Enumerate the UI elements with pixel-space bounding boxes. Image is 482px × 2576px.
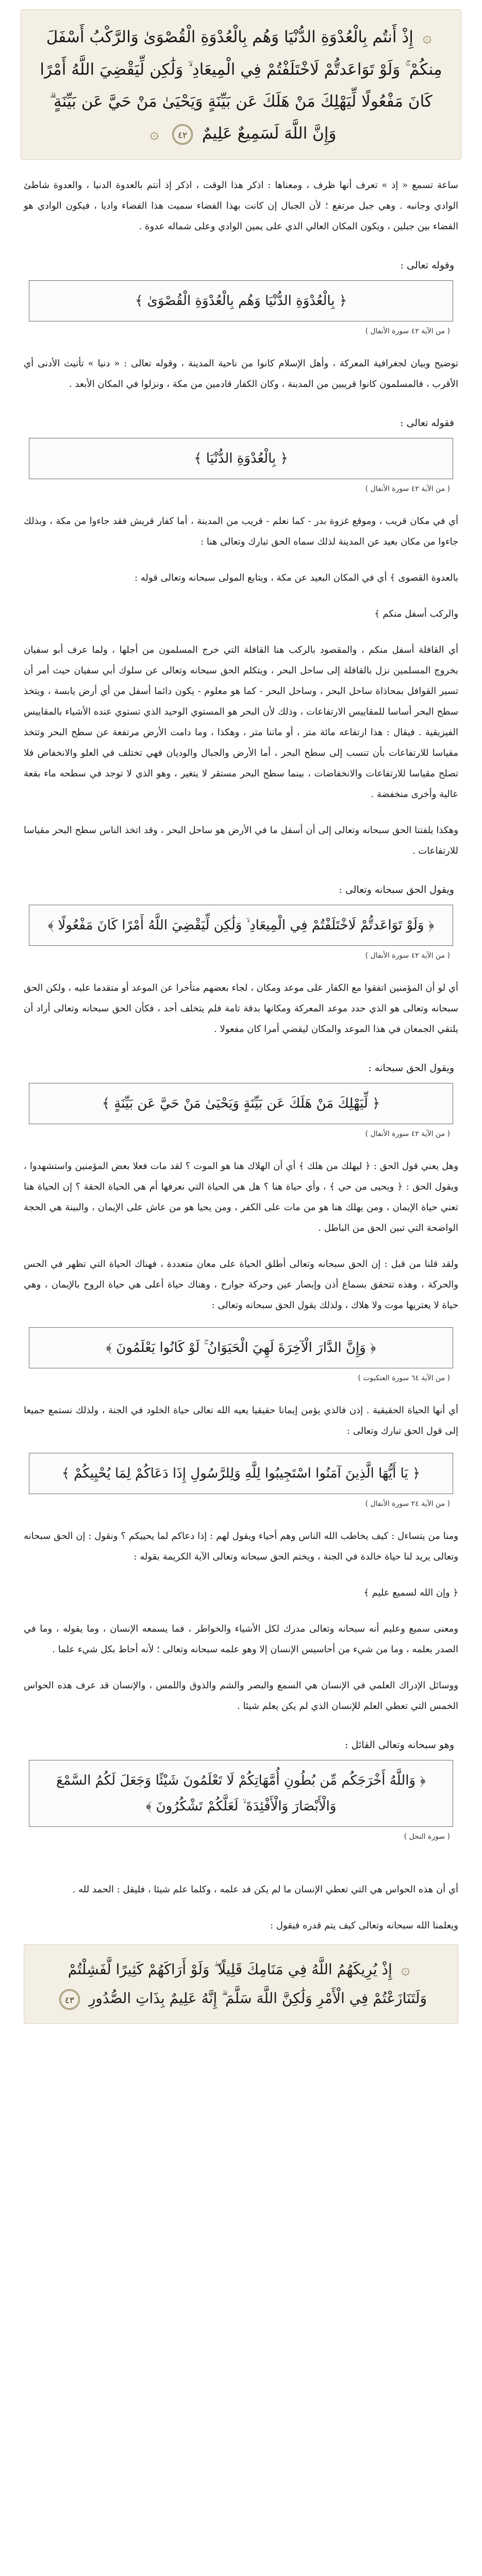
paragraph: أي لو أن المؤمنين اتفقوا مع الكفار على موعد ومكان ، لجاء بعضهم متأخرا عن الموعد أو متقدما عليه ، ولكن الحق سبحانه وتعالى هو الذي حدد موعد المعركة ومكانها بدقة تامة فلم يتخلف أحد ، فكأن الحق سبحانه وتعالى أراد أن يلتقي الجمعان في هذا الموعد والمكان ليقضي أمرا كان مفعولا . — [24, 982, 458, 1035]
quote-text: ﴿ يَا أَيُّهَا الَّذِينَ آمَنُوا اسْتَجِيبُوا لِلَّهِ وَلِلرَّسُولِ إِذَا دَعَاكُمْ لِمَا يُحْيِيكُمْ ﴾ — [61, 1466, 421, 1481]
quote-text: ﴿ وَاللَّهُ أَخْرَجَكُم مِّن بُطُونِ أُمَّهَاتِكُمْ لَا تَعْلَمُونَ شَيْئًا وَجَعَلَ لَكُمُ السَّمْعَ وَالْأَبْصَارَ وَالْأَفْئِدَةَ ۙ لَعَلَّكُمْ تَشْكُرُونَ ﴾ — [56, 1773, 426, 1814]
opening-verse-text: إِذْ أَنتُم بِالْعُدْوَةِ الدُّنْيَا وَهُم بِالْعُدْوَةِ الْقُصْوَىٰ وَالرَّكْبُ أَسْفَلَ مِنكُمْ ۚ وَلَوْ تَوَاعَدتُّمْ لَاخْتَلَفْتُمْ فِي الْمِيعَادِ ۙ وَلَٰكِن لِّيَقْضِيَ اللَّهُ أَمْرًا كَانَ مَفْعُولًا لِّيَهْلِكَ مَنْ هَلَكَ عَن بَيِّنَةٍ وَيَحْيَىٰ مَنْ حَيَّ عَن بَيِّنَةٍ ۗ وَإِنَّ اللَّهَ لَسَمِيعٌ عَلِيمٌ — [40, 28, 442, 143]
quote-text: ﴿ بِالْعُدْوَةِ الدُّنْيَا وَهُم بِالْعُدْوَةِ الْقُصْوَىٰ ﴾ — [135, 293, 347, 309]
quote-box — [29, 1327, 453, 1368]
paragraph: أي القافلة أسفل منكم ، والمقصود بالركب هنا القافلة التي خرج المسلمون من أجلها ، ولما عرف أبو سفيان بخروج المسلمين نزل بالقافلة إلى ساحل البحر ، ويتكلم الحق سبحانه وتعالى عن سلوك أبي سفيان حيث أمر أن تسير القوافل بمحاذاة ساحل البحر ، وساحل البحر - كما هو معلوم - يكون دائما أسفل من أي أرض يابسة ، ويتخذ سطح البحر أساسا للمقاييس الارتفاعات ، وذلك لأن البحر هو المستوي الوحيد الذي تستوي عنده الأشياء بالمقاييس الفيزيقية . فيقال : هذا ارتفاعه مائة متر ، أو ماتنا متر ، وهكذا ، وما دامت الأرض مرتفعة عن سطح البحر وتتخذ مقياسا للارتفاعات بأن تنسب إلى سطح البحر ، أما الأرض والجبال والوديان فهي تختلف في العلو والانخفاض فلا تصلح مقياسا للارتفاعات والانخفاضات ، بينما سطح البحر مستقر لا يتغير ، وهو الذي لا توجد في سطحه ماء بقعة عالية وأخرى منخفضة . — [24, 645, 458, 800]
quote-reference: ( من الآية ٤٢ سورة الأنفال ) — [365, 485, 450, 493]
quote-intro-label: ويقول الحق سبحانه وتعالى : — [339, 884, 454, 895]
paragraph: ساعة تسمع « إذ » تعرف أنها ظرف ، ومعناها : اذكر هذا الوقت ، اذكر إذ أنتم بالعدوة الدنيا ، والعدوة شاطئ الوادي وجانبه . وهي جبل مرتفع ؛ لأن الجبال إن كانت بهذا الفضاء سميت هذا الفضاء واديا ، فيكون الوادي هو الفضاء بين جبلين ، ويكون المكان العالي الذي على يمين الوادي وعلى شماله عدوة . — [24, 180, 458, 232]
closing-verse-text: إِذْ يُرِيكَهُمُ اللَّهُ فِي مَنَامِكَ قَلِيلًا ۖ وَلَوْ أَرَاكَهُمْ كَثِيرًا لَّفَشِلْتُمْ وَلَتَنَازَعْتُمْ فِي الْأَمْرِ وَلَٰكِنَّ اللَّهَ سَلَّمَ ۗ إِنَّهُ عَلِيمٌ بِذَاتِ الصُّدُورِ — [68, 1961, 427, 2007]
quote-reference: ( من الآية ٤٢ سورة الأنفال ) — [365, 1130, 450, 1138]
paragraph: ووسائل الإدراك العلمي في الإنسان هي السمع والبصر والشم والذوق واللمس ، والإنسان قد عرف هذه الحواس الخمس التي تعطي العلم للإنسان الذي لم يكن يعلم شيئا . — [24, 1680, 458, 1711]
quote-reference: ( من الآية ٢٤ سورة الأنفال ) — [365, 1500, 450, 1508]
closing-verse-banner — [24, 1944, 458, 2024]
paragraph: ويعلمنا الله سبحانه وتعالى كيف يتم قدره فيقول : — [270, 1920, 458, 1931]
paragraph: ومعنى سميع وعليم أنه سبحانه وتعالى مدرك لكل الأشياء والخواطر ، فما يسمعه الإنسان ، وما يقوله ، وما في الصدر بعلمه ، وما من شيء من أحاسيس الإنسان إلا وهو علمه سبحانه وتعالى ؛ لأنه أحاط بكل شيء علما . — [24, 1623, 458, 1655]
section-spacer — [21, 1843, 461, 1864]
quote-reference: ( من الآية ٦٤ سورة العنكبوت ) — [358, 1374, 450, 1382]
paragraph: ولقد قلنا من قبل : إن الحق سبحانه وتعالى أطلق الحياة على معان متعددة ، فهناك الحياة التي تظهر في الحس والحركة ، وهذه تتحقق بسماع أذن وإبصار عين وحركة جوارح ، وهناك حياة أعلى هي حياة الروح بالإيمان ، وهي حياة لا يعتريها موت ولا هلاك ، ولذلك يقول الحق سبحانه وتعالى : — [24, 1259, 458, 1311]
quote-reference: ( سورة النحل ) — [404, 1833, 450, 1841]
quote-box — [29, 1453, 453, 1494]
ayah-number-badge: ٤٢ — [172, 124, 193, 145]
verse-end-ornament-icon: ۞ — [149, 125, 159, 143]
quote-reference: ( من الآية ٤٢ سورة الأنفال ) — [365, 952, 450, 960]
quote-box — [29, 1760, 453, 1827]
paragraph: ﴿ وإن الله لسميع عليم ﴾ — [363, 1587, 458, 1598]
paragraph: والركب أسفل منكم ﴾ — [374, 608, 458, 619]
paragraph: توضيح وبيان لجغرافية المعركة ، وأهل الإسلام كانوا من ناحية المدينة ، وقوله تعالى : « دنيا » تأنيث الأدنى أي الأقرب ، فالمسلمون كانوا قريبين من المدينة ، وكان الكفار قادمين من مكة ، ونزلوا في المكان الأبعد . — [24, 358, 458, 389]
quote-text: ﴿ بِالْعُدْوَةِ الدُّنْيَا ﴾ — [194, 451, 288, 466]
closing-verse — [40, 1955, 442, 2013]
quote-reference: ( من الآية ٤٢ سورة الأنفال ) — [365, 327, 450, 335]
quote-text: ﴿ لِّيَهْلِكَ مَنْ هَلَكَ عَن بَيِّنَةٍ وَيَحْيَىٰ مَنْ حَيَّ عَن بَيِّنَةٍ ﴾ — [102, 1096, 380, 1111]
quote-intro-label: ويقول الحق سبحانه : — [368, 1062, 454, 1074]
quote-intro-label: وهو سبحانه وتعالى القائل : — [345, 1739, 454, 1751]
paragraph: وهكذا يلفتنا الحق سبحانه وتعالى إلى أن أسفل ما في الأرض هو ساحل البحر ، وقد اتخذ الناس سطح البحر مقياسا للارتفاعات . — [24, 825, 458, 856]
opening-verse — [39, 21, 443, 150]
quote-intro-label: وقوله تعالى : — [400, 260, 454, 271]
verse-start-ornament-icon: ۞ — [401, 1960, 410, 1978]
quote-text: ﴿ وَلَوْ تَوَاعَدتُّمْ لَاخْتَلَفْتُمْ فِي الْمِيعَادِ ۙ وَلَٰكِن لِّيَقْضِيَ اللَّهُ أَمْرًا كَانَ مَفْعُولًا ﴾ — [47, 918, 435, 933]
paragraph: ومنا من يتساءل : كيف يخاطب الله الناس وهم أحياء ويقول لهم : إذا دعاكم لما يحييكم ؟ ونقول : إن الحق سبحانه وتعالى يريد لنا حياة خالدة في الجنة ، ويختم الحق سبحانه وتعالى الآية الكريمة بقوله : — [24, 1531, 458, 1562]
paragraph: وهل يعني قول الحق : ﴿ ليهلك من هلك ﴾ أي أن الهلاك هنا هو الموت ؟ لقد مات فعلا بعض المؤمنين واستشهدوا ، ويقول الحق : ﴿ ويحيى من حي ﴾ ، وأي حياة هنا ؟ هل هي الحياة التي نعرفها أم هي الحياة الحقة ؟ إن الحياة هنا تعني حياة الإيمان ، ومن يهلك هنا هو من مات على الكفر ، ومن يحيا هو من عاش على الإيمان ، والبينة هي الحجة الواضحة التي تبين الحق من الباطل . — [24, 1161, 458, 1233]
quote-text: ﴿ وَإِنَّ الدَّارَ الْآخِرَةَ لَهِيَ الْحَيَوَانُ ۚ لَوْ كَانُوا يَعْلَمُونَ ﴾ — [106, 1340, 376, 1355]
quote-box — [29, 905, 453, 946]
paragraph: أي في مكان قريب ، وموقع غزوة بدر - كما نعلم - قريب من المدينة ، أما كفار قريش فقد جاءوا من مكة ، وبذلك جاءوا من مكان بعيد عن المدينة لذلك سماه الحق تبارك وتعالى هنا : — [24, 516, 458, 547]
ayah-number-badge: ٤٣ — [59, 1989, 80, 2010]
quote-box — [29, 280, 453, 321]
quote-box — [29, 438, 453, 479]
quote-box — [29, 1083, 453, 1124]
paragraph: بالعدوة القصوى ﴾ أي في المكان البعيد عن مكة ، ويتابع المولى سبحانه وتعالى قوله : — [134, 572, 458, 583]
paragraph: أي أنها الحياة الحقيقية . إذن فالذي يؤمن إيمانا حقيقيا يعيه الله تعالى حياة الخلود في الجنة ، ولذلك نستمع جميعا إلى قول الحق تبارك وتعالى : — [24, 1405, 458, 1436]
opening-verse-banner — [21, 9, 461, 160]
quote-intro-label: فقوله تعالى : — [400, 417, 454, 429]
paragraph: أي أن هذه الحواس هي التي تعطي الإنسان ما لم يكن قد علمه ، وكلما علم شيئا ، فليقل : الحمد لله . — [72, 1884, 458, 1895]
verse-start-ornament-icon: ۞ — [422, 28, 432, 46]
